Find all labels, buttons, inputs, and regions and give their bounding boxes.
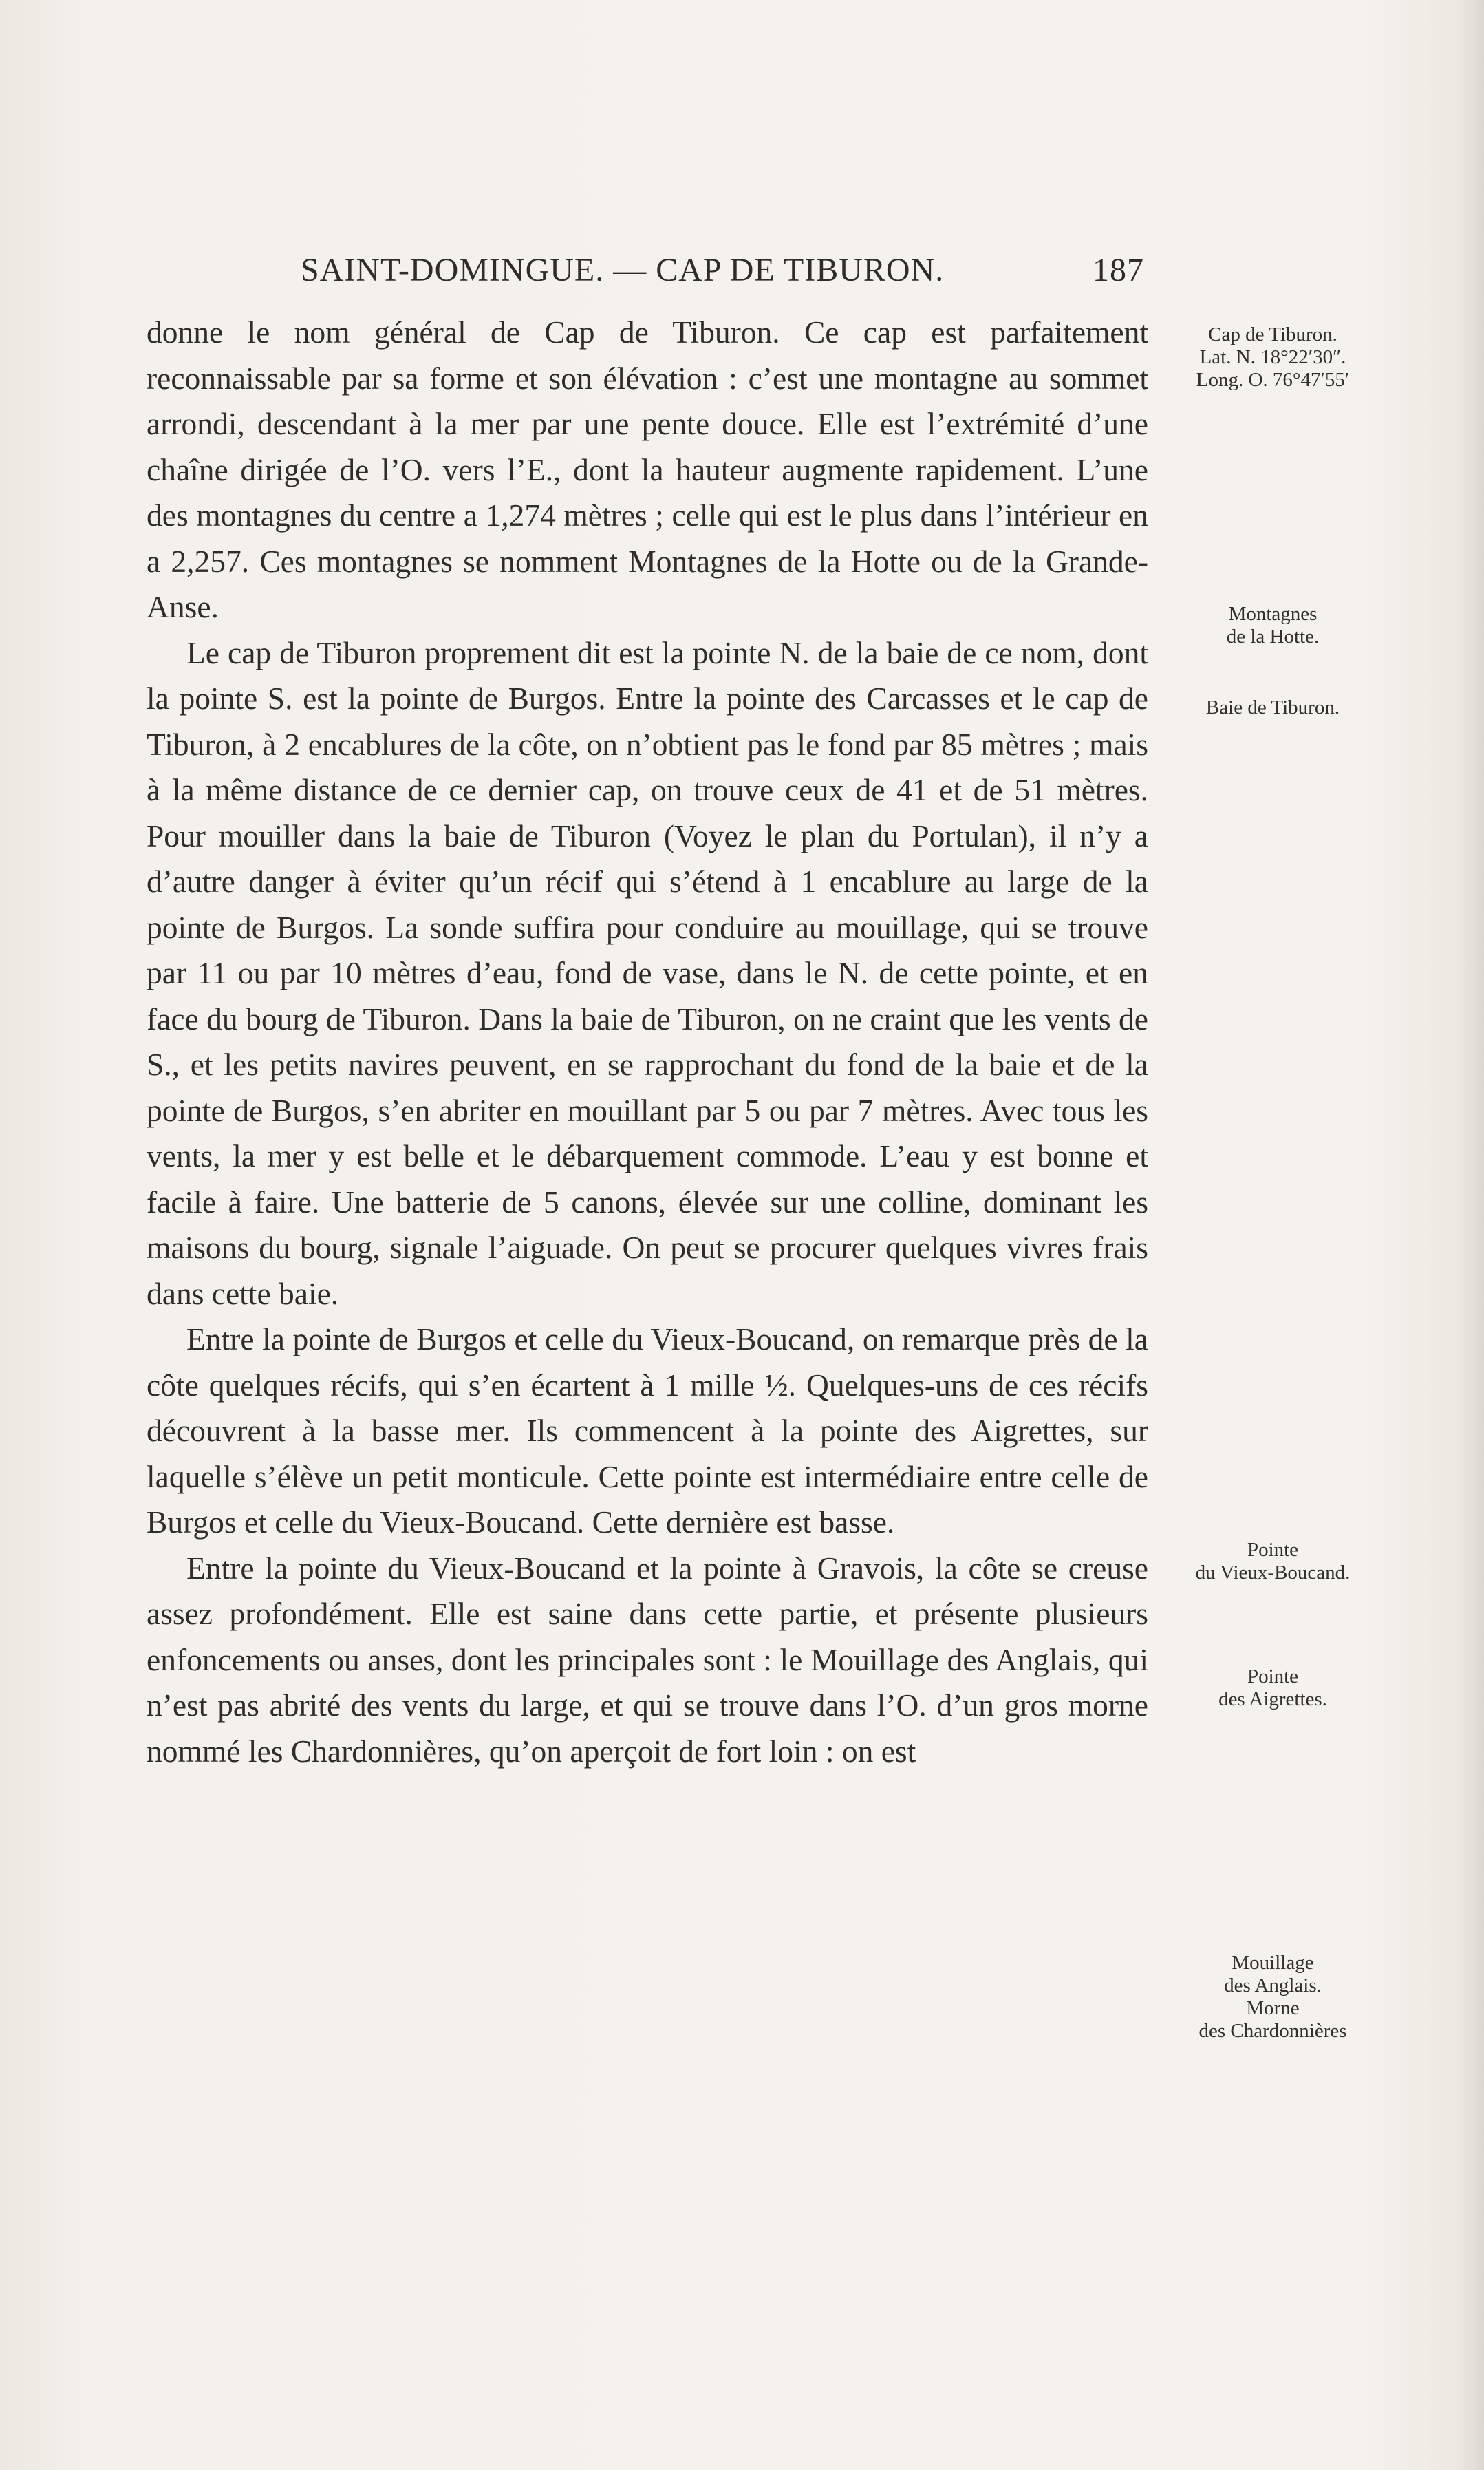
margin-note-line: des Anglais.: [1224, 1974, 1322, 1997]
margin-note-line: Pointe: [1247, 1539, 1299, 1561]
paragraph-4: Entre la pointe du Vieux-Boucand et la pointe à Gravois, la côte se creuse assez profondément. Elle est saine dans cette partie, et présente plusieurs enfoncements ou anses, dont les principales sont : le Mouillage des Anglais, qui n’est pas abrité des vents du large, et qui se trouve dans l’O. d’un gros morne nommé les Chardonnières, qu’on aperçoit de fort loin : on est: [147, 1550, 1148, 1769]
margin-note-baie-de-tiburon: [1170, 696, 1376, 719]
margin-note-line: Cap de Tiburon.: [1208, 323, 1337, 345]
page-number: 187: [1093, 252, 1144, 288]
page-edge-shadow: [1456, 0, 1484, 2470]
paragraph-3: Entre la pointe de Burgos et celle du Vieux-Boucand, on remarque près de la côte quelques récifs, qui s’en écartent à 1 mille ½. Quelques-uns de ces récifs découvrent à la basse mer. Ils commencent à la pointe des Aigrettes, sur laquelle s’élève un petit monticule. Cette pointe est intermédiaire entre celle de Burgos et celle du Vieux-Boucand. Cette dernière est basse.: [147, 1321, 1148, 1540]
margin-note-pointe-des-aigrettes: [1170, 1665, 1376, 1711]
margin-note-line: Lat. N. 18°22′30″.: [1199, 346, 1346, 368]
body-text: [147, 310, 1148, 1774]
margin-note-line: du Vieux-Boucand.: [1195, 1562, 1351, 1584]
margin-note-line: Baie de Tiburon.: [1205, 696, 1340, 718]
margin-note-pointe-du-vieux-boucand: [1170, 1539, 1376, 1584]
margin-note-mouillage-des-anglais: [1170, 1952, 1376, 2043]
paragraph-1: donne le nom général de Cap de Tiburon. Ce cap est parfaitement reconnaissable par sa forme et son élévation : c’est une montagne au sommet arrondi, descendant à la mer par une pente douce. Elle est l’extrémité d’une chaîne dirigée de l’O. vers l’E., dont la hauteur augmente rapidement. L’une des montagnes du centre a 1,274 mètres ; celle qui est le plus dans l’intérieur en a 2,257. Ces montagnes se nomment Montagnes de la Hotte ou de la Grande-Anse.: [147, 315, 1148, 624]
margin-note-montagnes-de-la-hotte: [1170, 603, 1376, 648]
margin-note-cap-de-tiburon: [1170, 323, 1376, 392]
margin-note-line: de la Hotte.: [1226, 626, 1320, 648]
margin-note-line: Pointe: [1247, 1665, 1299, 1688]
margin-note-line: Long. O. 76°47′55′: [1196, 369, 1350, 391]
margin-note-line: Morne: [1246, 1997, 1300, 2019]
margin-note-line: Montagnes: [1228, 603, 1318, 625]
running-head: [301, 251, 1144, 299]
running-title: SAINT-DOMINGUE. — CAP DE TIBURON.: [301, 252, 945, 288]
paragraph-2: Le cap de Tiburon proprement dit est la pointe N. de la baie de ce nom, dont la pointe S. est la pointe de Burgos. Entre la pointe des Carcasses et le cap de Tiburon, à 2 encablures de la côte, on n’obtient pas le fond par 85 mètres ; mais à la même distance de ce dernier cap, on trouve ceux de 41 et de 51 mètres. Pour mouiller dans la baie de Tiburon (Voyez le plan du Portulan), il n’y a d’autre danger à éviter qu’un récif qui s’étend à 1 encablure au large de la pointe de Burgos. La sonde suffira pour conduire au mouillage, qui se trouve par 11 ou par 10 mètres d’eau, fond de vase, dans le N. de cette pointe, et en face du bourg de Tiburon. Dans la baie de Tiburon, on ne craint que les vents de S., et les petits navires peuvent, en se rapprochant du fond de la baie et de la pointe de Burgos, s’en abriter en mouillant par 5 ou par 7 mètres. Avec tous les vents, la mer y est belle et le débarquement commode. L’eau y est bonne et facile à faire. Une batterie de 5 canons, élevée sur une colline, dominant les maisons du bourg, signale l’aiguade. On peut se procurer quelques vivres frais dans cette baie.: [147, 635, 1148, 1311]
margin-note-line: des Aigrettes.: [1218, 1688, 1327, 1710]
margin-note-line: Mouillage: [1232, 1952, 1314, 1974]
margin-note-line: des Chardonnières: [1198, 2020, 1347, 2042]
